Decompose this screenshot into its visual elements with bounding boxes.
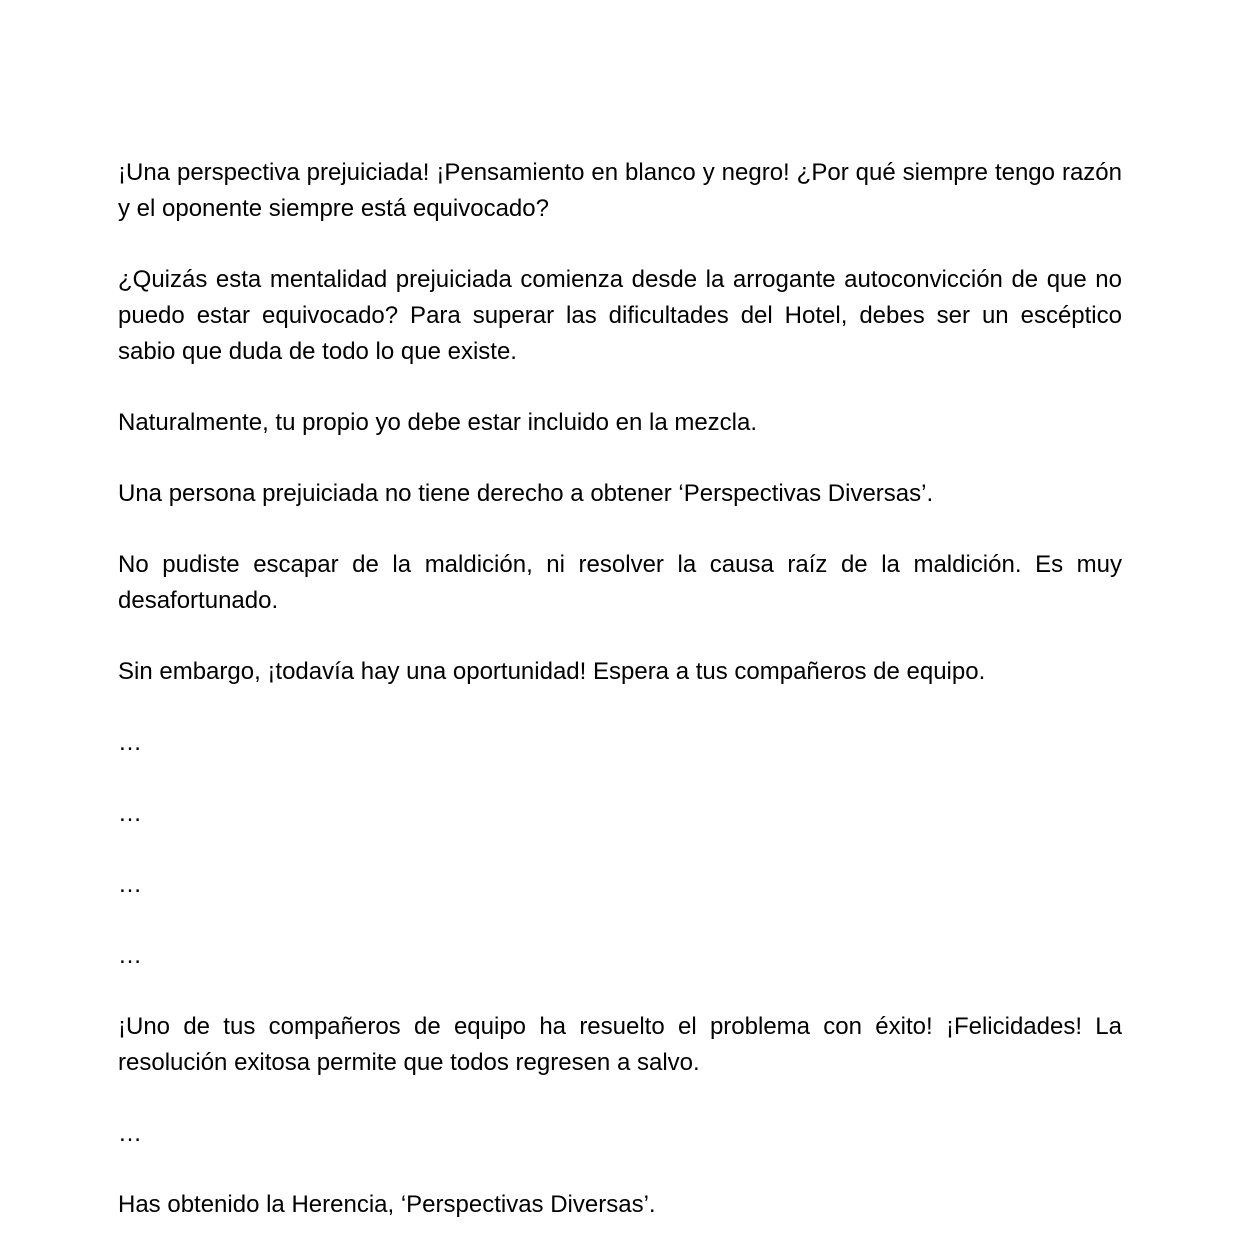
ellipsis-paragraph: … [118,942,142,969]
paragraph: Una persona prejuiciada no tiene derecho a obtener ‘Perspectivas Diversas’. [118,480,934,507]
paragraph: Sin embargo, ¡todavía hay una oportunidad! Espera a tus compañeros de equipo. [118,658,986,685]
paragraph: No pudiste escapar de la maldición, ni resolver la causa raíz de la maldición. Es muy desafortunado. [118,551,1122,614]
paragraph: Has obtenido la Herencia, ‘Perspectivas Diversas’. [118,1191,656,1218]
paragraph: ¿Quizás esta mentalidad prejuiciada comienza desde la arrogante autoconvicción de que no puedo estar equivocado? Para superar las dificultades del Hotel, debes ser un escéptico sabio que duda de todo lo que existe. [118,266,1122,365]
document-body [118,155,1122,1258]
paragraph: ¡Una perspectiva prejuiciada! ¡Pensamiento en blanco y negro! ¿Por qué siempre tengo razón y el oponente siempre está equivocado? [118,159,1122,222]
paragraph: Naturalmente, tu propio yo debe estar incluido en la mezcla. [118,409,758,436]
ellipsis-paragraph: … [118,871,142,898]
ellipsis-paragraph: … [118,1120,142,1147]
paragraph: ¡Uno de tus compañeros de equipo ha resuelto el problema con éxito! ¡Felicidades! La resolución exitosa permite que todos regresen a salvo. [118,1013,1122,1076]
ellipsis-paragraph: … [118,800,142,827]
ellipsis-paragraph: … [118,729,142,756]
